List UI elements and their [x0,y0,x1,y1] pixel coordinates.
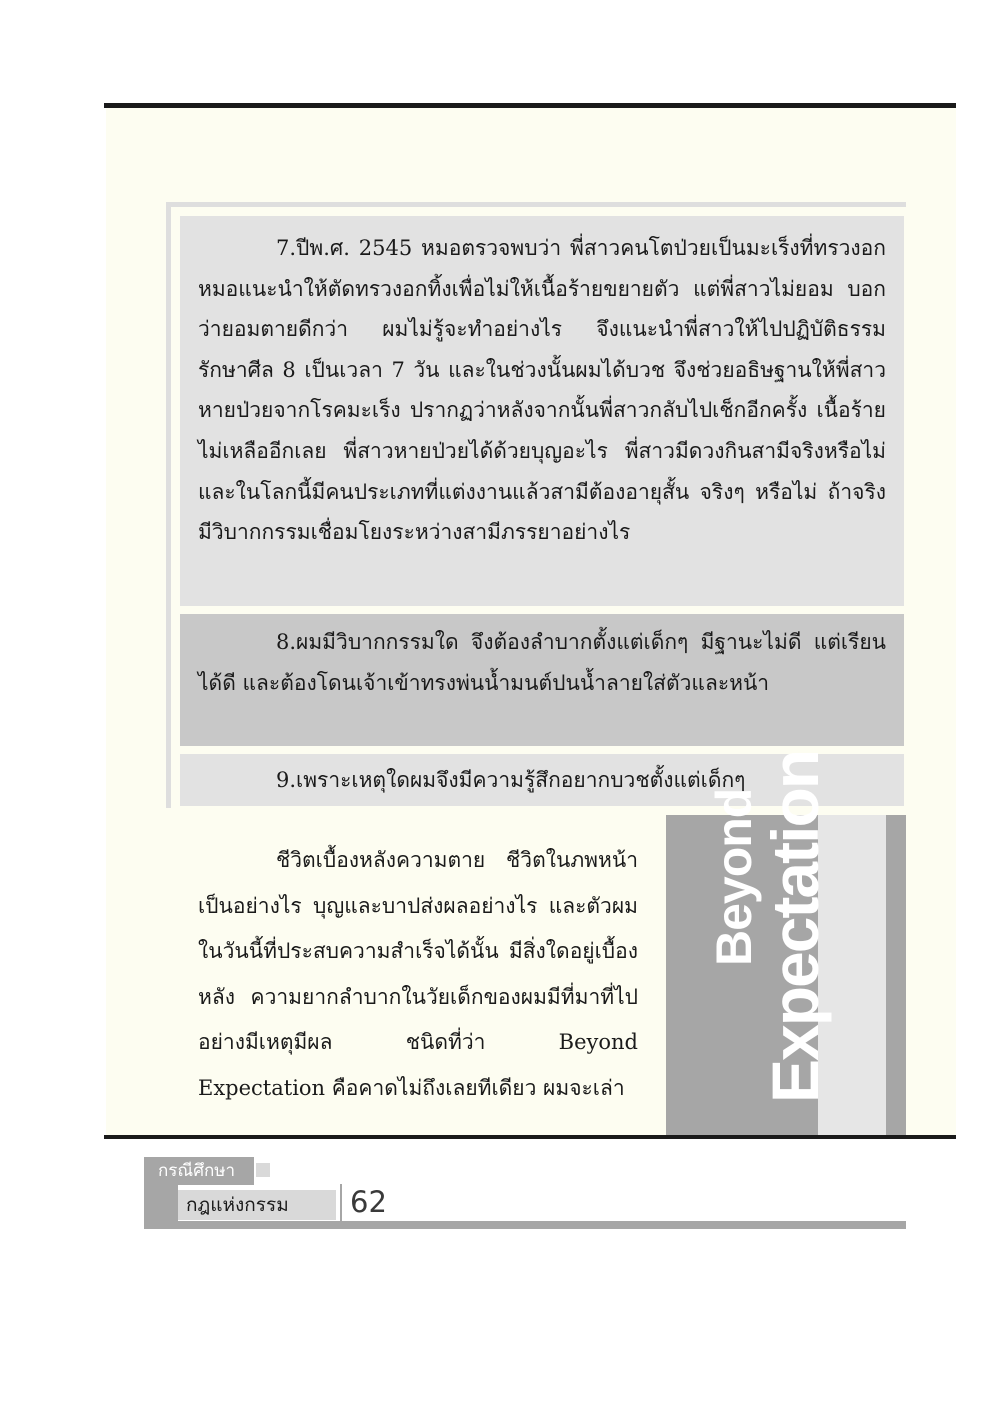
intro-paragraph-block [198,838,638,1112]
footer-divider [340,1184,342,1222]
question-8-text: 8.ผมมีวิบากกรรมใด จึงต้องลำบากตั้งแต่เด็กๆ มีฐานะไม่ดี แต่เรียนได้ดี และต้องโดนเจ้าเข้าทรงพ่นน้ำมนต์ปนน้ำลายใส่ตัวและหน้า [198,630,886,695]
side-title-expectation: Expectation [758,750,832,1103]
bottom-rule [104,1135,956,1139]
question-8-box [180,614,904,746]
footer-bar [144,1221,906,1229]
side-title-beyond: Beyond [706,788,762,966]
question-9-text: 9.เพราะเหตุใดผมจึงมีความรู้สึกอยากบวชตั้งแต่เด็กๆ [276,768,746,792]
question-7-box [180,216,904,606]
top-rule [104,103,956,108]
page-number: 62 [350,1185,387,1219]
intro-paragraph: ชีวิตเบื้องหลังความตาย ชีวิตในภพหน้าเป็นอย่างไร บุญและบาปส่งผลอย่างไร และตัวผมในวันนี้ที่ประสบความสำเร็จได้นั้น มีสิ่งใดอยู่เบื้องหลัง ความยากลำบากในวัยเด็กของผมมีที่มาที่ไป อย่างมีเหตุมีผล ชนิดที่ว่า Beyond Expectation คือคาดไม่ถึงเลยทีเดียว ผมจะเล่า [198,848,638,1100]
question-7-text: 7.ปีพ.ศ. 2545 หมอตรวจพบว่า พี่สาวคนโตป่วยเป็นมะเร็งที่ทรวงอก หมอแนะนำให้ตัดทรวงอกทิ้งเพื่อไม่ให้เนื้อร้ายขยายตัว แต่พี่สาวไม่ยอม บอกว่ายอมตายดีกว่า ผมไม่รู้จะทำอย่างไร จึงแนะนำพี่สาวให้ไปปฏิบัติธรรม รักษาศีล 8 เป็นเวลา 7 วัน และในช่วงนั้นผมได้บวช จึงช่วยอธิษฐานให้พี่สาวหายป่วยจากโรคมะเร็ง ปรากฏว่าหลังจากนั้นพี่สาวกลับไปเช็กอีกครั้ง เนื้อร้ายไม่เหลืออีกเลย พี่สาวหายป่วยได้ด้วยบุญอะไร พี่สาวมีดวงกินสามีจริงหรือไม่ และในโลกนี้มีคนประเภทที่แต่งงานแล้วสามีต้องอายุสั้น จริงๆ หรือไม่ ถ้าจริง มีวิบากกรรมเชื่อมโยงระหว่างสามีภรรยาอย่างไร [198,236,886,545]
footer-square-mark [256,1163,270,1177]
footer-section-label: กรณีศึกษา [150,1157,254,1185]
footer-book-title: กฎแห่งกรรม [178,1190,336,1220]
side-title-stripe-dark [886,815,906,1135]
